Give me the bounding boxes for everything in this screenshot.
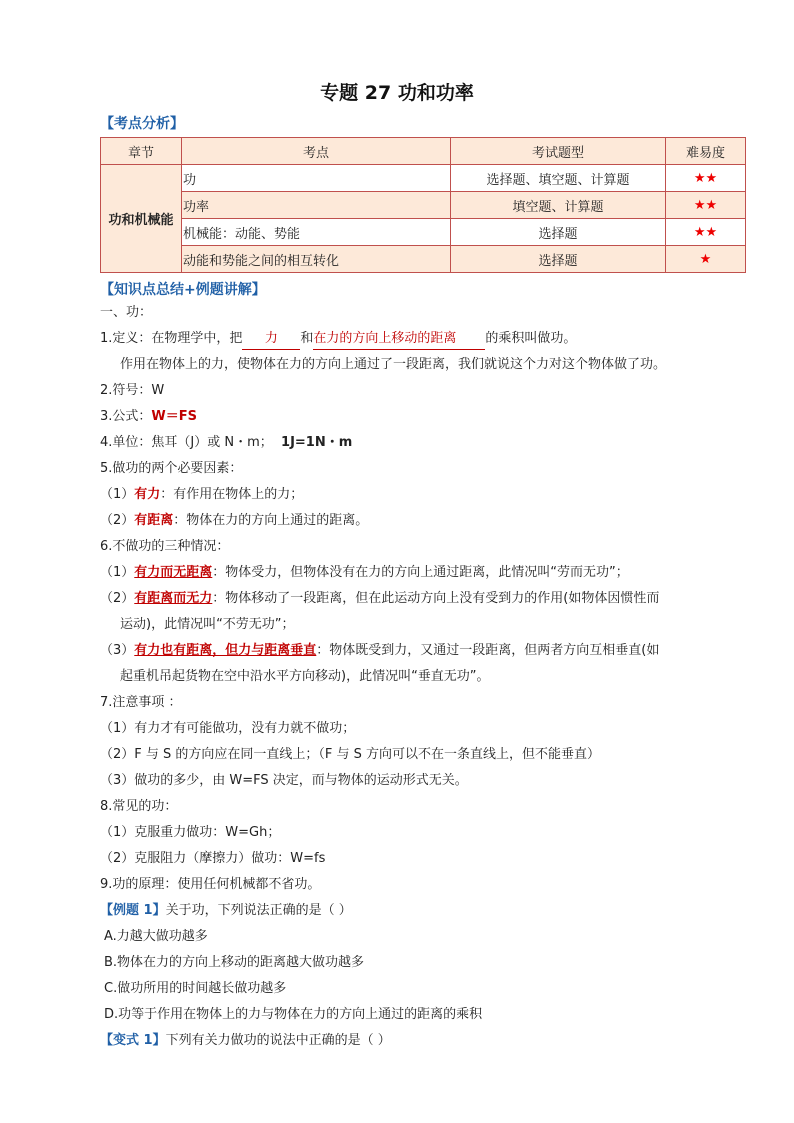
difficulty-stars: ★ bbox=[666, 246, 746, 273]
nowork-2: （2）有距离而无力：物体移动了一段距离，但在此运动方向上没有受到力的作用(如物体因惯性而 bbox=[100, 591, 660, 606]
formula: W＝FS bbox=[151, 409, 197, 424]
heading-work: 一、功： bbox=[100, 305, 153, 320]
note-3: （3）做功的多少，由 W=FS 决定，而与物体的运动形式无关。 bbox=[100, 773, 468, 788]
nowork-heading: 6.不做功的三种情况： bbox=[100, 539, 230, 554]
exam-points-table bbox=[100, 137, 746, 273]
type-cell: 填空题、计算题 bbox=[451, 192, 666, 219]
header-type: 考试题型 bbox=[451, 138, 666, 165]
blank-distance: 在力的方向上移动的距离 bbox=[313, 329, 485, 350]
point-cell: 动能和势能之间的相互转化 bbox=[182, 246, 451, 273]
type-cell: 选择题 bbox=[451, 246, 666, 273]
page-title: 专题 27 功和功率 bbox=[320, 82, 474, 104]
note-2: （2）F 与 S 的方向应在同一直线上；（F 与 S 方向可以不在一条直线上，但不能垂直） bbox=[100, 747, 601, 762]
nowork-3-cont: 起重机吊起货物在空中沿水平方向移动)，此情况叫“垂直无功”。 bbox=[120, 669, 490, 684]
nowork-3: （3）有力也有距离，但力与距离垂直：物体既受到力，又通过一段距离，但两者方向互相垂直(如 bbox=[100, 643, 660, 658]
chapter-cell: 功和机械能 bbox=[101, 165, 182, 273]
header-chapter: 章节 bbox=[101, 138, 182, 165]
definition-line: 1.定义：在物理学中，把 力 和在力的方向上移动的距离 的乘积叫做功。 bbox=[100, 329, 576, 350]
option-a: A.力越大做功越多 bbox=[104, 929, 208, 944]
difficulty-stars: ★★ bbox=[666, 165, 746, 192]
type-cell: 选择题、填空题、计算题 bbox=[451, 165, 666, 192]
common-2: （2）克服阻力（摩擦力）做功：W=fs bbox=[100, 851, 326, 866]
variant-1-question: 【变式 1】下列有关力做功的说法中正确的是（ ） bbox=[100, 1033, 391, 1048]
unit-line: 4.单位：焦耳（J）或 N・m； 1J=1N・m bbox=[100, 435, 353, 450]
point-cell: 功 bbox=[182, 165, 451, 192]
factor-1: （1）有力：有作用在物体上的力； bbox=[100, 487, 304, 502]
blank-force: 力 bbox=[242, 329, 300, 350]
note-1: （1）有力才有可能做功，没有力就不做功； bbox=[100, 721, 356, 736]
factors-heading: 5.做功的两个必要因素： bbox=[100, 461, 243, 476]
variant-tag: 【变式 1】 bbox=[100, 1033, 166, 1048]
definition-note: 作用在物体上的力，使物体在力的方向上通过了一段距离，我们就说这个力对这个物体做了功。 bbox=[120, 357, 667, 372]
nowork-1: （1）有力而无距离：物体受力，但物体没有在力的方向上通过距离，此情况叫“劳而无功”； bbox=[100, 565, 629, 580]
symbol-line: 2.符号：W bbox=[100, 383, 165, 398]
option-d: D.功等于作用在物体上的力与物体在力的方向上通过的距离的乘积 bbox=[104, 1007, 483, 1022]
header-point: 考点 bbox=[182, 138, 451, 165]
nowork-2-cont: 运动)，此情况叫“不劳无功”； bbox=[120, 617, 295, 632]
type-cell: 选择题 bbox=[451, 219, 666, 246]
factor-2: （2）有距离：物体在力的方向上通过的距离。 bbox=[100, 513, 369, 528]
header-difficulty: 难易度 bbox=[666, 138, 746, 165]
point-cell: 功率 bbox=[182, 192, 451, 219]
formula-line: 3.公式：W＝FS bbox=[100, 409, 197, 424]
option-c: C.做功所用的时间越长做功越多 bbox=[104, 981, 287, 996]
difficulty-stars: ★★ bbox=[666, 219, 746, 246]
common-heading: 8.常见的功： bbox=[100, 799, 178, 814]
principle-line: 9.功的原理：使用任何机械都不省功。 bbox=[100, 877, 321, 892]
section-summary: 【知识点总结+例题讲解】 bbox=[100, 282, 266, 298]
example-tag: 【例题 1】 bbox=[100, 903, 166, 918]
common-1: （1）克服重力做功：W=Gh； bbox=[100, 825, 281, 840]
notes-heading: 7.注意事项 ： bbox=[100, 695, 182, 710]
section-analysis: 【考点分析】 bbox=[100, 116, 184, 132]
example-1-question: 【例题 1】关于功，下列说法正确的是（ ） bbox=[100, 903, 352, 918]
point-cell: 机械能：动能、势能 bbox=[182, 219, 451, 246]
option-b: B.物体在力的方向上移动的距离越大做功越多 bbox=[104, 955, 365, 970]
difficulty-stars: ★★ bbox=[666, 192, 746, 219]
